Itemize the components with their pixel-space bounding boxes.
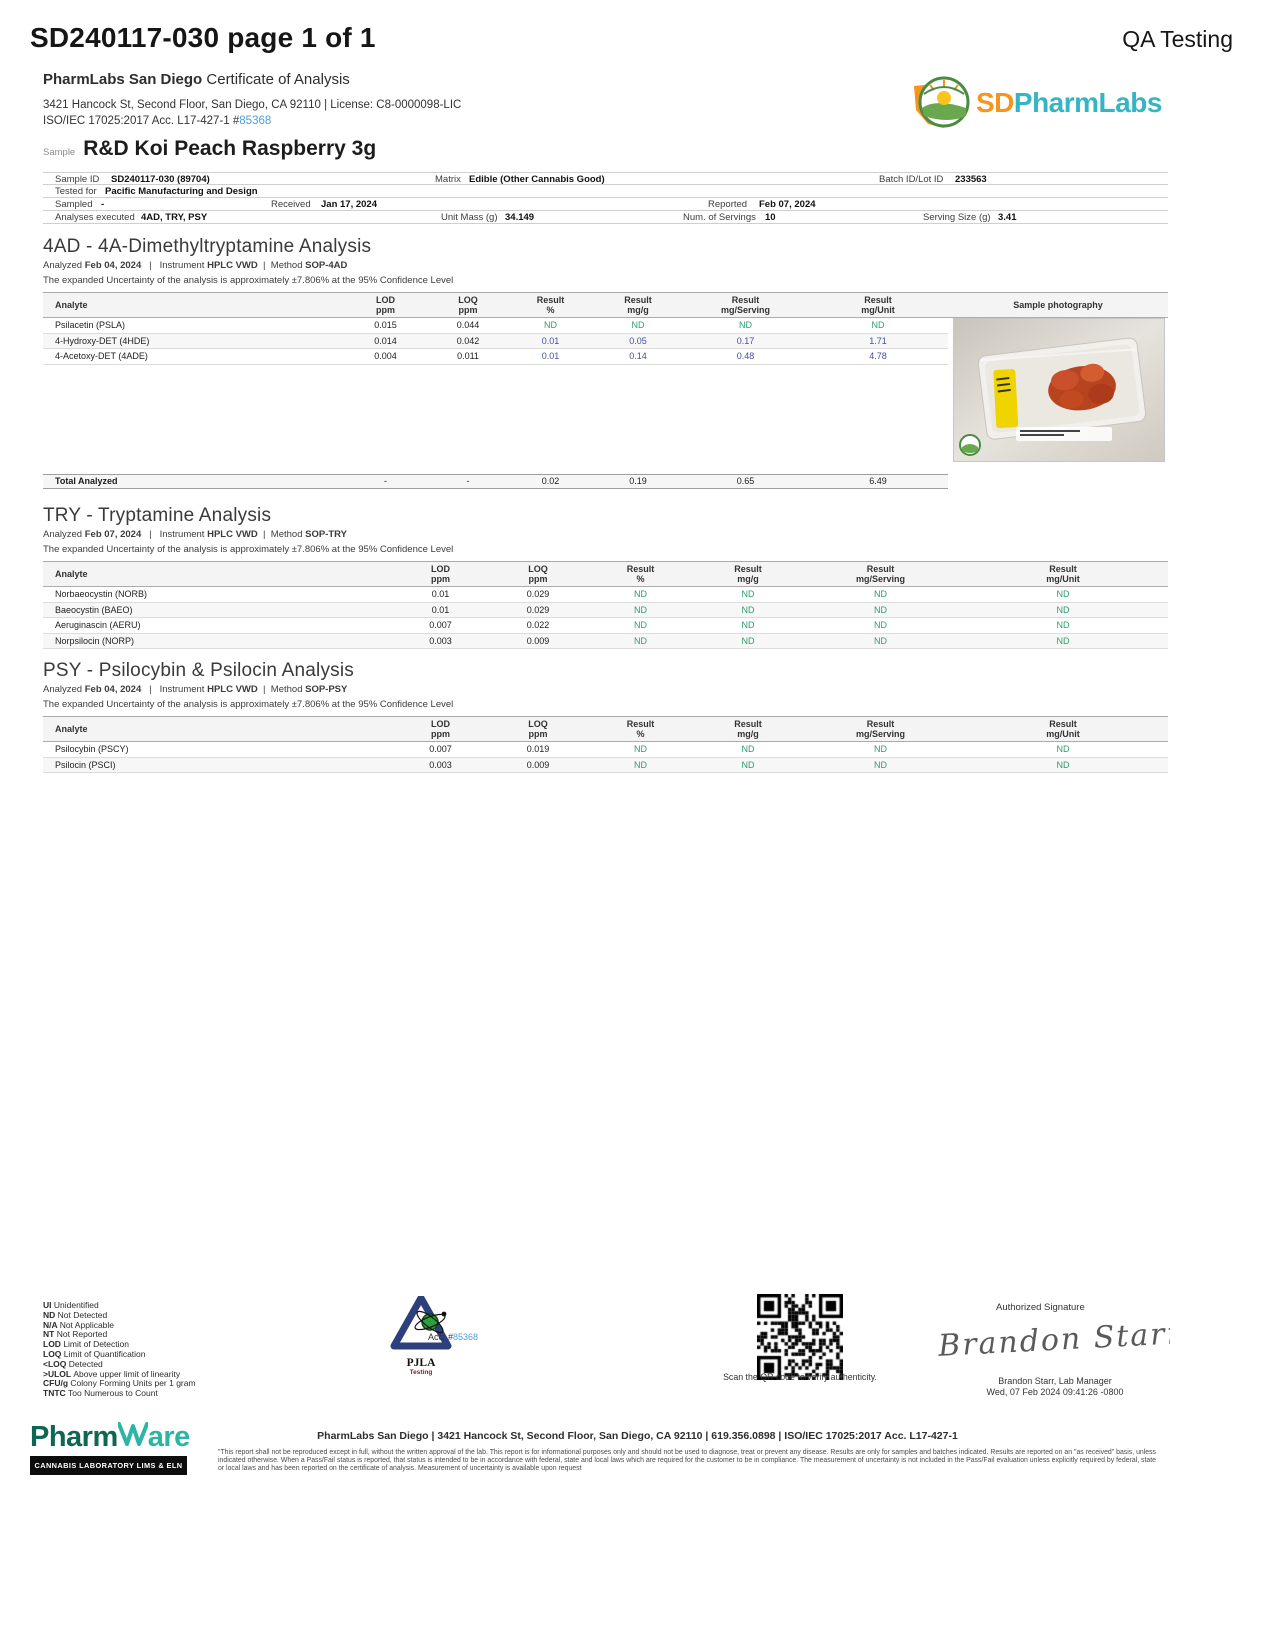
signature	[930, 1308, 1170, 1370]
analyte-row: 4-Acetoxy-DET (4ADE) 0.004 0.011 0.01 0.14 0.48 4.78	[43, 349, 948, 365]
legend-item: TNTC Too Numerous to Count	[43, 1388, 158, 1399]
pjla-acc-number-link[interactable]: 85368	[453, 1332, 479, 1342]
lab-logo	[908, 72, 1162, 134]
section-title: PSY - Psilocybin & Psilocin Analysis	[43, 660, 354, 681]
section-meta: Analyzed Feb 04, 2024 | Instrument HPLC VWD | Method SOP-4AD	[43, 260, 348, 271]
analyte-row: 4-Hydroxy-DET (4HDE) 0.014 0.042 0.01 0.05 0.17 1.71	[43, 334, 948, 350]
table-header	[43, 561, 1168, 587]
column-header: LOQ ppm	[528, 564, 548, 584]
signer-info	[940, 1376, 1170, 1398]
section-psy	[43, 660, 1168, 773]
pjla-acc-line: Acc. #85368	[428, 1332, 479, 1342]
column-header: LOQ ppm	[528, 719, 548, 739]
page-title: SD240117-030 page 1 of 1	[30, 22, 376, 53]
pjla-sub: Testing	[409, 1369, 433, 1376]
legend-item: ND Not Detected	[43, 1309, 108, 1320]
legend-item: >ULOL Above upper limit of linearity	[43, 1368, 181, 1379]
column-header: Result mg/g	[624, 295, 652, 315]
column-header: Result mg/Serving	[855, 564, 905, 584]
column-header: Analyte	[55, 724, 88, 734]
pharmware-tagline: CANNABIS LABORATORY LIMS & ELN	[30, 1456, 187, 1475]
section-title: 4AD - 4A-Dimethyltryptamine Analysis	[43, 236, 372, 257]
legend-item: N/A Not Applicable	[43, 1319, 115, 1330]
analyte-row: Aeruginascin (AERU) 0.007 0.022 ND ND ND ND	[43, 618, 1168, 634]
section-title: TRY - Tryptamine Analysis	[43, 505, 272, 526]
sample-photo	[953, 318, 1165, 462]
sample-label: Sample	[43, 147, 76, 158]
heartbeat-w-icon	[118, 1420, 148, 1446]
sample-line	[43, 137, 376, 161]
analyte-row: Psilacetin (PSLA) 0.015 0.044 ND ND ND ND	[43, 318, 948, 334]
column-header: Analyte	[55, 300, 88, 310]
column-header: LOQ ppm	[458, 295, 478, 315]
footer-contact-line: PharmLabs San Diego | 3421 Hancock St, Second Floor, San Diego, CA 92110 | 619.356.0898 | ISO/IEC 17025:2017 Acc. L17-427-1	[317, 1430, 958, 1442]
sdpharmlabs-wordmark: SDPharmLabs	[976, 87, 1162, 118]
table-header	[43, 292, 1168, 318]
lab-title-line	[43, 71, 350, 88]
pharmlabs-seal-icon	[908, 72, 970, 134]
legend-item: NT Not Reported	[43, 1329, 108, 1340]
info-row-4: Analyses executed 4AD, TRY, PSY Unit Mass (g) 34.149 Num. of Servings 10 Serving Size (g) 3.41	[43, 211, 1168, 224]
table-body	[43, 587, 1168, 649]
column-header: LOD ppm	[431, 719, 450, 739]
legend-item: LOD Limit of Detection	[43, 1339, 129, 1350]
column-header: Result mg/Unit	[1046, 564, 1080, 584]
legend-item: <LOQ Detected	[43, 1358, 103, 1369]
qa-testing-label: QA Testing	[1122, 26, 1233, 52]
analyte-row: Psilocybin (PSCY) 0.007 0.019 ND ND ND ND	[43, 742, 1168, 758]
legend-item: UI Unidentified	[43, 1300, 99, 1310]
signature-text: Brandon Starr	[937, 1316, 1170, 1364]
analyte-row: Norbaeocystin (NORB) 0.01 0.029 ND ND ND ND	[43, 587, 1168, 603]
column-header: Result %	[626, 719, 655, 739]
total-analyzed-row: Total Analyzed - - 0.02 0.19 0.65 6.49	[43, 474, 948, 490]
column-header: Result %	[626, 564, 655, 584]
pjla-name: PJLA	[406, 1357, 436, 1369]
accreditation-number-link[interactable]: 85368	[239, 115, 272, 127]
disclaimer-text: "This report shall not be reproduced except in full, without the written approval of the lab. This report is for informational purposes only and should not be used to diagnose, treat or prevent any disease. Results are only for samples and batches indicated. Results are reported on an "as received" basis, unless indicated otherwise. When a Pass/Fail status is reported, that status is intended to be in accordance with federal, state and local laws which are required for the customer to be in compliance. The measurement of uncertainty is not included in the Pass/Fail evaluation unless explicitly required by federal, state or local laws and has been reported on the certificate of analysis. Measurement of uncertainty is available upon request	[218, 1449, 1156, 1472]
pharmware-logo	[30, 1420, 190, 1475]
section-meta: Analyzed Feb 04, 2024 | Instrument HPLC VWD | Method SOP-PSY	[43, 684, 348, 695]
column-header: Result mg/Unit	[861, 295, 895, 315]
info-row-2: Tested for Pacific Manufacturing and Design	[43, 185, 1168, 198]
analyte-row: Norpsilocin (NORP) 0.003 0.009 ND ND ND ND	[43, 634, 1168, 650]
table-header	[43, 716, 1168, 742]
column-header: Result mg/Unit	[1046, 719, 1080, 739]
legend	[43, 1301, 196, 1399]
doc-type: Certificate of Analysis	[206, 71, 350, 88]
legend-item: LOQ Limit of Quantification	[43, 1348, 146, 1359]
legend-item: CFU/g Colony Forming Units per 1 gram	[43, 1378, 196, 1389]
sample-photo-image	[954, 319, 1164, 461]
iso-line: ISO/IEC 17025:2017 Acc. L17-427-1 #85368	[43, 115, 272, 127]
signer-name: Brandon Starr, Lab Manager	[998, 1376, 1112, 1386]
column-header: LOD ppm	[376, 295, 395, 315]
section-uncertainty: The expanded Uncertainty of the analysis is approximately ±7.806% at the 95% Confidence Level	[43, 275, 454, 286]
signed-datetime: Wed, 07 Feb 2024 09:41:26 -0800	[986, 1387, 1124, 1397]
info-row-1: Sample ID SD240117-030 (89704) Matrix Edible (Other Cannabis Good) Batch ID/Lot ID 233563	[43, 172, 1168, 185]
section-uncertainty: The expanded Uncertainty of the analysis is approximately ±7.806% at the 95% Confidence Level	[43, 699, 454, 710]
authorized-signature-label: Authorized Signature	[996, 1302, 1085, 1313]
section-uncertainty: The expanded Uncertainty of the analysis is approximately ±7.806% at the 95% Confidence Level	[43, 544, 454, 555]
column-header-photo: Sample photography	[1013, 300, 1103, 310]
lab-address-block	[43, 97, 461, 129]
table-body	[43, 742, 1168, 773]
analyte-row: Psilocin (PSCI) 0.003 0.009 ND ND ND ND	[43, 758, 1168, 774]
lab-name: PharmLabs San Diego	[43, 71, 203, 88]
column-header: Result %	[536, 295, 565, 315]
column-header: Analyte	[55, 569, 88, 579]
column-header: Result mg/Serving	[720, 295, 770, 315]
column-header: Result mg/Serving	[855, 719, 905, 739]
sample-name: R&D Koi Peach Raspberry 3g	[83, 137, 377, 160]
qr-code-canvas	[757, 1294, 843, 1380]
section-try	[43, 505, 1168, 649]
column-header: Result mg/g	[734, 564, 762, 584]
qr-caption: Scan the QR code to verify authenticity.	[723, 1372, 877, 1382]
sample-info-table	[43, 172, 1168, 224]
column-header: LOD ppm	[431, 564, 450, 584]
lab-address: 3421 Hancock St, Second Floor, San Diego, CA 92110 | License: C8-0000098-LIC	[43, 99, 462, 111]
section-meta: Analyzed Feb 07, 2024 | Instrument HPLC VWD | Method SOP-TRY	[43, 529, 347, 540]
section-4ad	[43, 236, 1168, 489]
pharmware-wordmark: Pharm are	[30, 1421, 190, 1453]
analyte-row: Baeocystin (BAEO) 0.01 0.029 ND ND ND ND	[43, 603, 1168, 619]
pjla-triangle-icon	[386, 1296, 456, 1352]
column-header: Result mg/g	[734, 719, 762, 739]
info-row-3: Sampled - Received Jan 17, 2024 Reported Feb 07, 2024	[43, 198, 1168, 211]
